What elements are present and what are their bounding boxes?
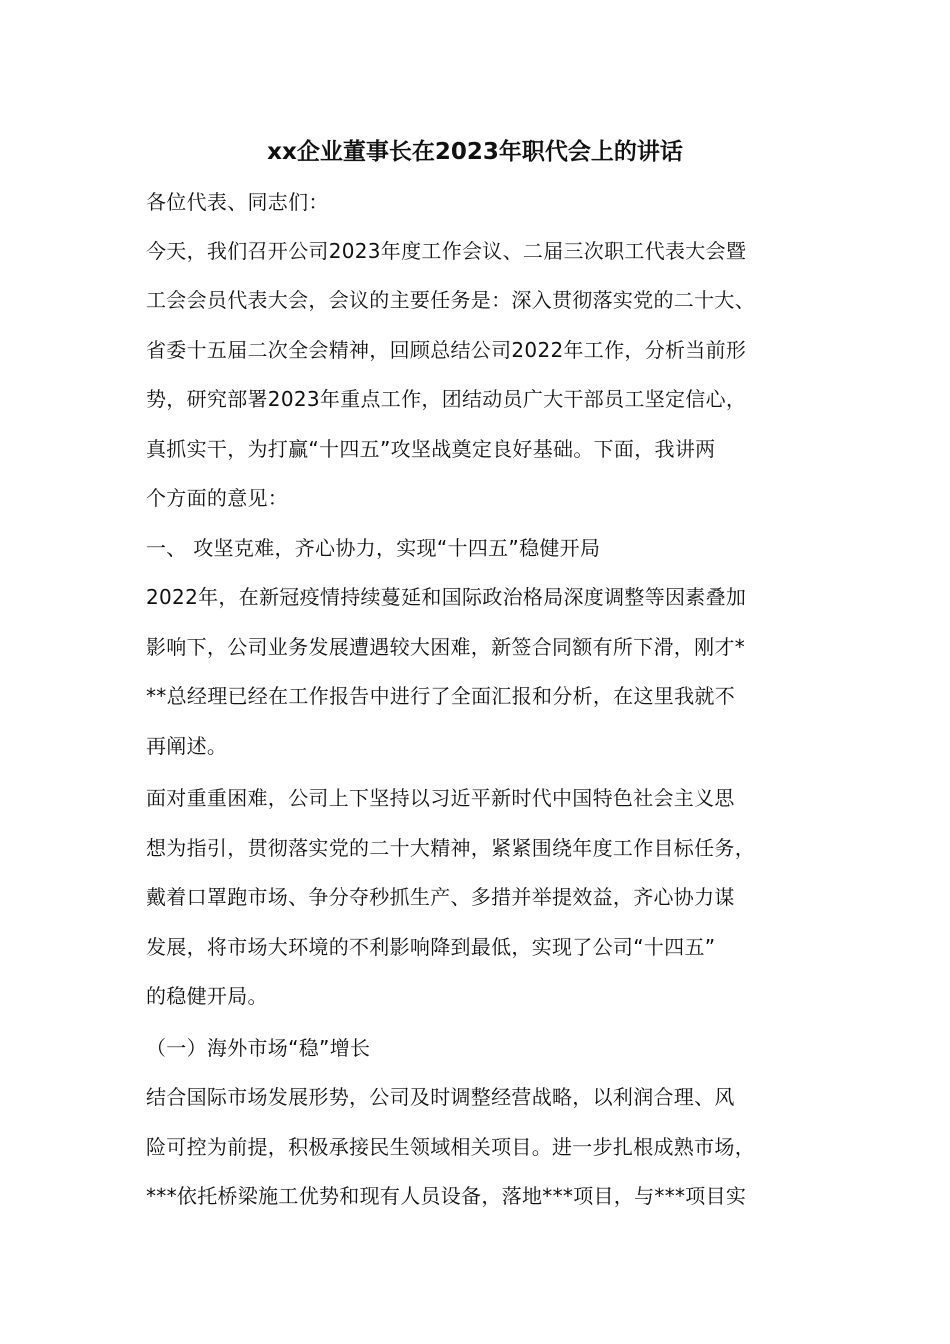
subsection-heading: （一）海外市场“稳”增长: [146, 1036, 371, 1060]
paragraph-line: 今天，我们召开公司2023年度工作会议、二届三次职工代表大会暨: [146, 239, 747, 263]
paragraph-line: 影响下，公司业务发展遭遇较大困难，新签合同额有所下滑，刚才*: [146, 635, 745, 659]
paragraph-line: 真抓实干，为打赢“十四五”攻坚战奠定良好基础。下面，我讲两: [146, 437, 716, 461]
paragraph-line: 面对重重困难，公司上下坚持以习近平新时代中国特色社会主义思: [146, 786, 735, 810]
paragraph-line: 势，研究部署2023年重点工作，团结动员广大干部员工坚定信心，: [146, 387, 747, 411]
paragraph-line: 再阐述。: [146, 734, 228, 758]
paragraph-line: 结合国际市场发展形势，公司及时调整经营战略，以利润合理、风: [146, 1085, 735, 1109]
section-heading: 一、 攻坚克难，齐心协力，实现“十四五”稳健开局: [146, 536, 601, 560]
document-title: xx企业董事长在2023年职代会上的讲话: [267, 139, 683, 165]
paragraph-line: 戴着口罩跑市场、争分夺秒抓生产、多措并举提效益，齐心协力谋: [146, 885, 735, 909]
paragraph-line: 工会会员代表大会，会议的主要任务是：深入贯彻落实党的二十大、: [146, 288, 755, 312]
paragraph-line: 个方面的意见：: [146, 486, 289, 510]
paragraph-line: 的稳健开局。: [146, 984, 268, 1008]
paragraph-line: 想为指引，贯彻落实党的二十大精神，紧紧围绕年度工作目标任务，: [146, 836, 755, 860]
salutation: 各位代表、同志们：: [146, 190, 329, 214]
paragraph-line: 险可控为前提，积极承接民生领域相关项目。进一步扎根成熟市场，: [146, 1135, 755, 1159]
paragraph-line: ***依托桥梁施工优势和现有人员设备，落地***项目，与***项目实: [146, 1184, 747, 1208]
paragraph-line: **总经理已经在工作报告中进行了全面汇报和分析，在这里我就不: [146, 684, 735, 708]
paragraph-line: 发展，将市场大环境的不利影响降到最低，实现了公司“十四五”: [146, 935, 716, 959]
paragraph-line: 省委十五届二次全会精神，回顾总结公司2022年工作，分析当前形: [146, 338, 747, 362]
paragraph-line: 2022年，在新冠疫情持续蔓延和国际政治格局深度调整等因素叠加: [146, 585, 747, 609]
